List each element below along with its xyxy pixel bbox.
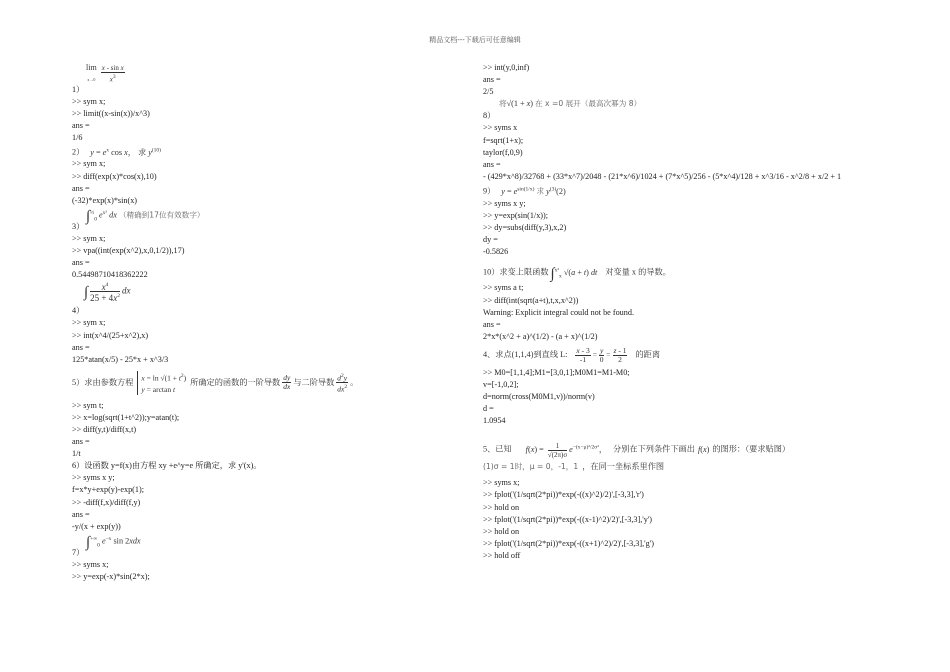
code-line: ans = xyxy=(483,319,501,329)
code-line: 2/5 xyxy=(483,87,494,97)
deriv-formula-mid: 求 xyxy=(536,186,545,196)
code-line: >> sym x; xyxy=(72,233,106,243)
code-line: ans = xyxy=(72,437,90,447)
code-line: >> syms x y; xyxy=(483,198,526,208)
code-line: >> sym x; xyxy=(72,318,106,328)
right-column xyxy=(483,62,913,562)
normal-formula: 5、已知 f(x) = $\frac{1}{√(2\pi)\sigma}$ $e^{-(x-\mu)^2/2\sigma^2}$， 分别在下列条件下画出 f(x) 的图形：（要求贴图） xyxy=(483,441,791,459)
code-line: 1/t xyxy=(72,449,81,459)
taylor-formula-note1: 将 xyxy=(499,99,507,109)
code-line: >> sym x; xyxy=(72,159,106,169)
cond-formula xyxy=(483,461,913,477)
int2-formula: ∫ $\frac{x^4}{25 + 4x^2}$ dx xyxy=(84,282,131,304)
code-line: >> y=exp(sin(1/x)); xyxy=(483,211,549,221)
code-line: 7） xyxy=(72,547,85,557)
int1-formula-note: （精确到17位有效数字） xyxy=(118,210,205,220)
cond-formula-cond: (1)σ = 1时，μ = 0，-1，1 xyxy=(483,462,579,472)
diff-formula: 2） $y = e^x$ cos x， 求 $y^{(10)}$ xyxy=(72,147,161,158)
deriv-formula: 9） $y = e^{sin(1/x)}$ 求 $y^{(3)}(2)$ xyxy=(483,185,566,196)
code-line: Warning: Explicit integral could not be found. xyxy=(483,307,634,317)
code-line: >> syms x; xyxy=(483,478,520,488)
code-line: 3） xyxy=(72,221,85,231)
code-line: >> hold off xyxy=(483,550,521,560)
taylor-formula: 将√(1 + x) 在 x =0 展开（最高次幂为 8） xyxy=(499,99,642,109)
code-line: >> vpa((int(exp(x^2),x,0,1/2)),17) xyxy=(72,246,185,256)
code-line: >> M0=[1,1,4];M1=[3,0,1];M0M1=M1-M0; xyxy=(483,367,630,377)
code-line: - (429*x^8)/32768 + (33*x^7)/2048 - (21*x^6)/1024 + (7*x^5)/256 - (5*x^4)/128 + x^3/16 - x^2/8 + x/2 + 1 xyxy=(483,171,842,181)
code-line: >> diff(y,t)/diff(x,t) xyxy=(72,424,137,434)
code-line: f=sqrt(1+x); xyxy=(483,135,524,145)
normal-formula-prefix: 5、已知 xyxy=(483,445,512,455)
code-line: >> syms x xyxy=(483,123,518,133)
normal-formula-mid: 分别在下列条件下画出 xyxy=(613,445,695,455)
code-line: >> int(y,0,inf) xyxy=(483,63,530,72)
code-line: >> syms x; xyxy=(72,559,109,569)
upper-int-formula: 10）求变上限函数 ∫$^{x^2}_x$ √(a + t) dt 对变量 x 的导数。 xyxy=(483,266,671,283)
code-line: ans = xyxy=(483,159,501,169)
param-formula-prefix: 5）求由参数方程 xyxy=(72,377,134,387)
code-line: ans = xyxy=(72,258,90,268)
code-line: >> hold on xyxy=(483,502,520,512)
upper-int-formula-prefix: 10）求变上限函数 xyxy=(483,268,549,278)
line-formula-prefix: 4、求点(1,1,4)到直线 L: xyxy=(483,349,568,359)
code-line: f=x*y+exp(y)-exp(1); xyxy=(72,485,144,495)
param-formula-mid: 所确定的函数的一阶导数 xyxy=(190,377,281,387)
code-line: >> limit((x-sin(x))/x^3) xyxy=(72,109,150,119)
code-line: -y/(x + exp(y)) xyxy=(72,521,121,531)
taylor-formula-note2: 在 x =0 展开（最高次幂为 8） xyxy=(535,99,642,109)
left-column xyxy=(72,62,472,583)
code-line: >> y=exp(-x)*sin(2*x); xyxy=(72,572,150,581)
code-line: 1/6 xyxy=(72,133,83,143)
code-line: >> fplot('(1/sqrt(2*pi))*exp(-((x+1)^2)/2)',[-3,3],'g') xyxy=(483,538,654,548)
code-line: 1.0954 xyxy=(483,416,506,426)
code-line: v=[-1,0,2]; xyxy=(483,379,519,389)
code-line: d = xyxy=(483,404,494,414)
code-line: (-32)*exp(x)*sin(x) xyxy=(72,195,138,205)
code-line: ans = xyxy=(72,183,90,193)
cond-formula-suffix: ，在同一坐标系里作图 xyxy=(582,462,665,472)
code-line: taylor(f,0,9) xyxy=(483,147,523,157)
code-line: -0.5826 xyxy=(483,247,509,257)
normal-formula-suffix: 的图形：（要求贴图） xyxy=(712,445,791,455)
code-line: ans = xyxy=(72,509,90,519)
code-line: >> sym x; xyxy=(72,97,106,107)
code-line: ans = xyxy=(483,75,501,85)
code-line: >> dy=subs(diff(y,3),x,2) xyxy=(483,223,567,233)
code-line: 1） xyxy=(72,85,85,94)
code-line: >> hold on xyxy=(483,526,520,536)
param-formula-mid2: 与二阶导数 xyxy=(293,377,335,387)
code-line: >> x=log(sqrt(1+t^2));y=atan(t); xyxy=(72,412,180,422)
line-formula: 4、求点(1,1,4)到直线 L: $\frac{x - 3}{-1}$ = $\frac{y}{0}$ = $\frac{z - 1}{2}$ 的距离 xyxy=(483,345,661,364)
param-formula-suffix: 。 xyxy=(350,377,359,387)
deriv-formula-prefix: 9） xyxy=(483,186,496,196)
code-line: d=norm(cross(M0M1,v))/norm(v) xyxy=(483,392,595,402)
code-line: >> fplot('(1/sqrt(2*pi))*exp(-((x)^2)/2)',[-3,3],'r') xyxy=(483,490,644,500)
line-formula-suffix: 的距离 xyxy=(635,349,661,359)
code-line: >> -diff(f,x)/diff(f,y) xyxy=(72,497,141,507)
code-line: >> diff(int(sqrt(a+t),t,x,x^2)) xyxy=(483,295,579,305)
code-line: >> syms x y; xyxy=(72,473,115,483)
code-line: 125*atan(x/5) - 25*x + x^3/3 xyxy=(72,354,169,364)
diff-formula-prefix: 2） xyxy=(72,148,85,158)
code-line: ans = xyxy=(72,342,90,352)
limit-formula: lim x→0 $\frac{\text{x - sin x}}{x^3}$ xyxy=(86,63,124,84)
int3-formula: $\int^{+\infty}_0$ $e^{-x}$ sin 2xdx xyxy=(86,534,141,551)
upper-int-formula-suffix: 对变量 x 的导数。 xyxy=(605,268,671,278)
page-header: 精品文档---下载后可任意编辑 xyxy=(429,36,521,44)
code-line: 4） xyxy=(72,306,85,316)
code-line: dy = xyxy=(483,235,498,245)
code-line: 2*x*(x^2 + a)^(1/2) - (a + x)^(1/2) xyxy=(483,331,598,341)
code-line: >> int(x^4/(25+x^2),x) xyxy=(72,330,149,340)
code-line: >> sym t; xyxy=(72,400,104,410)
code-line: 0.54498710418362222 xyxy=(72,270,148,280)
code-line: >> fplot('(1/sqrt(2*pi))*exp(-((x-1)^2)/2)',[-3,3],'y') xyxy=(483,514,653,524)
code-line: >> diff(exp(x)*cos(x),10) xyxy=(72,171,157,181)
param-formula: 5）求由参数方程 $x = \ln √(1 + t^2)$ y = arctan t 所确定的函数的一阶导数 $\frac{dy}{dx}$ 与二阶导数 $\frac{d^2y}{dx^2}$ 。 xyxy=(72,372,359,394)
code-line: 6）设函数 y=f(x)由方程 xy +e^y=e 所确定，求 y'(x)。 xyxy=(72,461,262,471)
code-line: 8） xyxy=(483,111,496,121)
int1-formula: ∫$^{\frac{1}{2}}_0$ $e^{x^2}$ dx （精确到17位有效数字） xyxy=(86,208,205,225)
code-line: ans = xyxy=(72,121,90,131)
code-line: >> syms a t; xyxy=(483,283,524,293)
